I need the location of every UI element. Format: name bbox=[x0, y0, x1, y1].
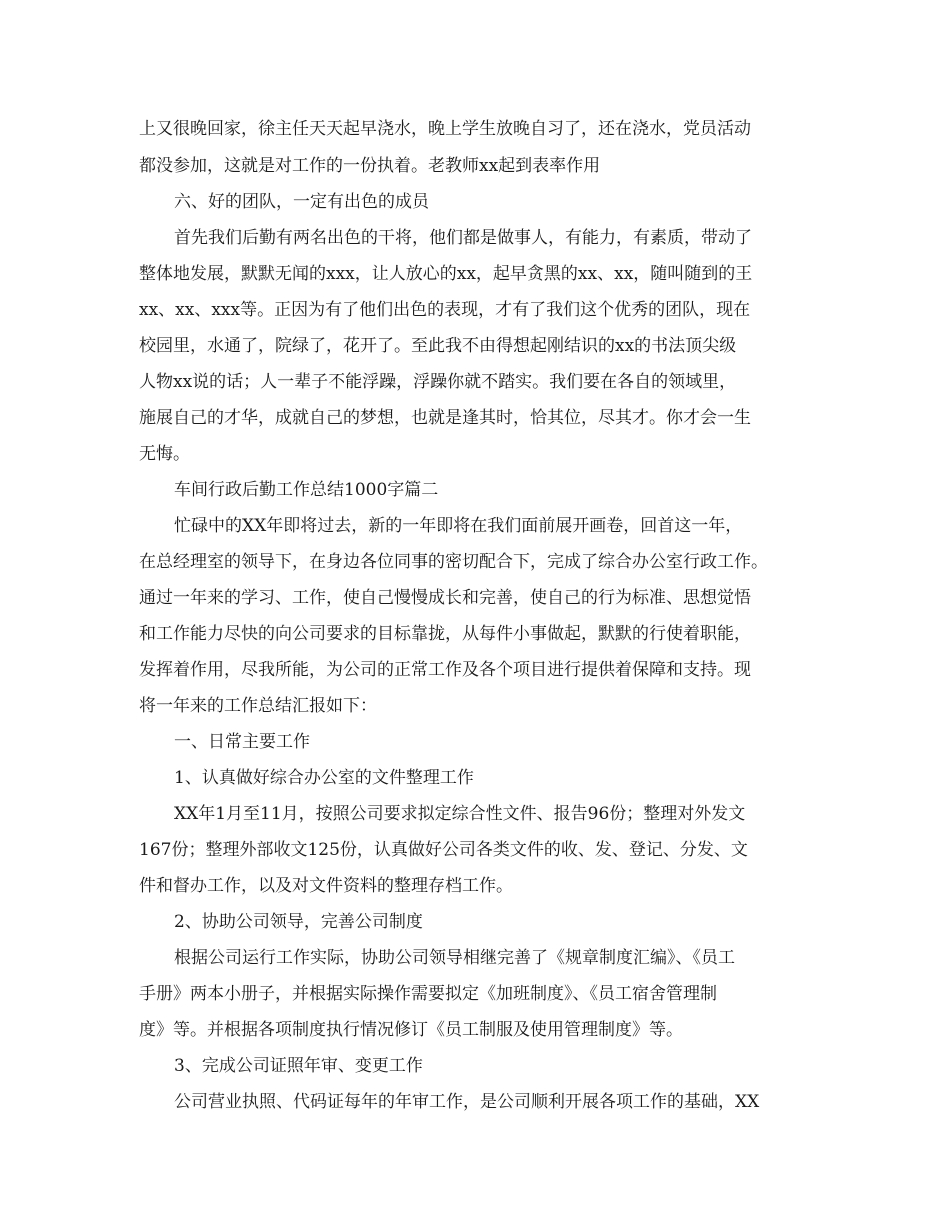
paragraph-line: 手册》两本小册子，并根据实际操作需要拟定《加班制度》、《员工宿舍管理制 bbox=[139, 984, 717, 1004]
subsection-heading: 3、完成公司证照年审、变更工作 bbox=[174, 1056, 423, 1076]
paragraph-line: 件和督办工作，以及对文件资料的整理存档工作。 bbox=[139, 876, 513, 896]
paragraph-line: 167份；整理外部收文125份，认真做好公司各类文件的收、发、登记、分发、文 bbox=[139, 840, 748, 860]
paragraph-line: 度》等。并根据各项制度执行情况修订《员工制服及使用管理制度》等。 bbox=[139, 1020, 683, 1040]
paragraph-line: 上又很晚回家，徐主任天天起早浇水，晚上学生放晚自习了，还在浇水，党员活动 bbox=[139, 119, 751, 139]
paragraph-line: 发挥着作用，尽我所能，为公司的正常工作及各个项目进行提供着保障和支持。现 bbox=[139, 660, 751, 680]
paragraph-line: 都没参加，这就是对工作的一份执着。老教师xx起到表率作用 bbox=[139, 156, 601, 176]
paragraph-line: XX年1月至11月，按照公司要求拟定综合性文件、报告96份；整理对外发文 bbox=[174, 804, 746, 824]
paragraph-line: 公司营业执照、代码证每年的年审工作，是公司顺利开展各项工作的基础，XX bbox=[174, 1092, 760, 1112]
paragraph-line: 校园里，水通了，院绿了，花开了。至此我不由得想起刚结识的xx的书法顶尖级 bbox=[139, 336, 737, 356]
paragraph-line: 首先我们后勤有两名出色的干将，他们都是做事人，有能力，有素质，带动了 bbox=[174, 228, 752, 248]
paragraph-line: 人物xx说的话；人一辈子不能浮躁，浮躁你就不踏实。我们要在各自的领域里， bbox=[139, 372, 737, 392]
paragraph-line: 施展自己的才华，成就自己的梦想，也就是逢其时，恰其位，尽其才。你才会一生 bbox=[139, 408, 751, 428]
paragraph-line: 通过一年来的学习、工作，使自己慢慢成长和完善，使自己的行为标准、思想觉悟 bbox=[139, 588, 751, 608]
paragraph-line: 在总经理室的领导下，在身边各位同事的密切配合下，完成了综合办公室行政工作。 bbox=[139, 552, 768, 572]
article-title: 车间行政后勤工作总结1000字篇二 bbox=[174, 480, 439, 500]
paragraph-line: 忙碌中的XX年即将过去，新的一年即将在我们面前展开画卷，回首这一年， bbox=[174, 516, 743, 536]
paragraph-line: 无悔。 bbox=[139, 444, 190, 464]
paragraph-line: 和工作能力尽快的向公司要求的目标靠拢，从每件小事做起，默默的行使着职能， bbox=[139, 624, 751, 644]
paragraph-line: 将一年来的工作总结汇报如下： bbox=[139, 696, 377, 716]
paragraph-line: 根据公司运行工作实际，协助公司领导相继完善了《规章制度汇编》、《员工 bbox=[174, 948, 735, 968]
section-heading: 一、日常主要工作 bbox=[174, 732, 310, 752]
subsection-heading: 1、认真做好综合办公室的文件整理工作 bbox=[174, 768, 474, 788]
paragraph-line: 整体地发展，默默无闻的xxx，让人放心的xx，起早贪黑的xx、xx，随叫随到的王 bbox=[139, 264, 753, 284]
section-heading: 六、好的团队，一定有出色的成员 bbox=[174, 192, 429, 212]
subsection-heading: 2、协助公司领导，完善公司制度 bbox=[174, 912, 423, 932]
paragraph-line: xx、xx、xxx等。正因为有了他们出色的表现，才有了我们这个优秀的团队，现在 bbox=[139, 300, 751, 320]
